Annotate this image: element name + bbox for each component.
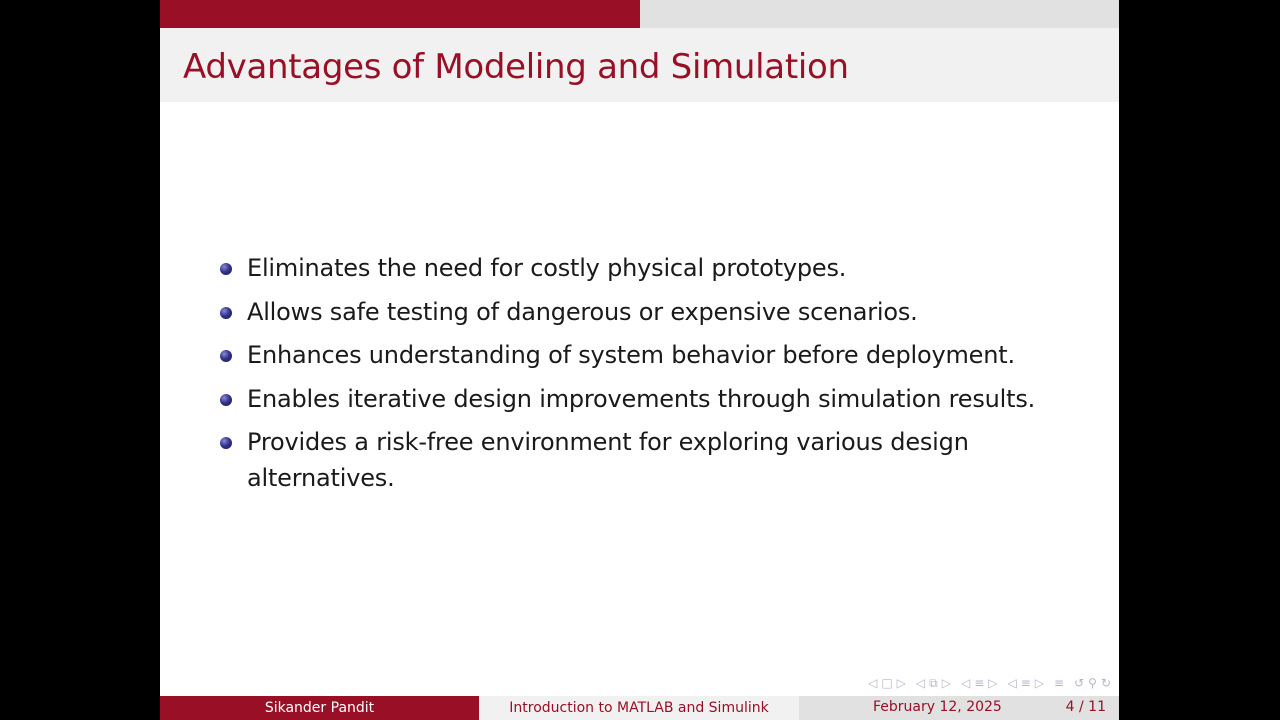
frame-nav-icon[interactable]: □: [881, 676, 893, 690]
bullet-list: [220, 250, 1080, 504]
frame-title: Advantages of Modeling and Simulation: [183, 47, 849, 87]
bullet-text: Enables iterative design improvements through simulation results.: [247, 384, 1036, 413]
document-next-icon[interactable]: ▷: [1034, 676, 1045, 690]
subsection-prev-icon[interactable]: ◁: [915, 676, 926, 690]
subsection-nav-icon[interactable]: ⧉: [929, 675, 938, 690]
bullet-item: [220, 381, 1080, 417]
bullet-icon: [220, 307, 232, 319]
frame-next-icon[interactable]: ▷: [896, 676, 906, 690]
navigation-symbols: [864, 674, 1111, 692]
bullet-text: Enhances understanding of system behavior before deployment.: [247, 341, 1015, 370]
bullet-icon: [220, 437, 232, 449]
frame-prev-icon[interactable]: ◁: [868, 676, 878, 690]
bullet-item: [220, 424, 1080, 496]
footer: [160, 696, 1119, 720]
appendix-icon[interactable]: ≡: [1054, 676, 1065, 690]
footer-date-band: [799, 696, 1119, 720]
bullet-text: Provides a risk-free environment for exploring various design alternatives.: [247, 428, 969, 493]
bullet-icon: [220, 263, 232, 275]
bullet-item: [220, 337, 1080, 373]
bullet-item: [220, 250, 1080, 286]
frame-title-band: [160, 28, 1119, 102]
slide: [160, 0, 1119, 720]
document-prev-icon[interactable]: ◁: [1007, 676, 1017, 690]
progress-bar-fill: [160, 0, 640, 28]
footer-author: Sikander Pandit: [160, 696, 479, 720]
footer-date: February 12, 2025: [873, 699, 1002, 715]
footer-page-number: 4 / 11: [1065, 699, 1106, 715]
document-nav-icon[interactable]: ≡: [1020, 676, 1031, 690]
section-nav-icon[interactable]: ≡: [974, 676, 985, 690]
bullet-text: Allows safe testing of dangerous or expensive scenarios.: [247, 297, 918, 326]
progress-bar: [160, 0, 1119, 28]
bullet-text: Eliminates the need for costly physical prototypes.: [247, 254, 847, 282]
search-icon[interactable]: ⚲: [1088, 676, 1097, 690]
forward-icon[interactable]: ↻: [1100, 676, 1111, 690]
bullet-item: [220, 294, 1080, 330]
bullet-icon: [220, 394, 232, 406]
back-icon[interactable]: ↺: [1074, 676, 1085, 690]
footer-title: Introduction to MATLAB and Simulink: [479, 696, 799, 720]
subsection-next-icon[interactable]: ▷: [941, 676, 951, 690]
section-next-icon[interactable]: ▷: [988, 676, 998, 690]
bullet-icon: [220, 350, 232, 362]
section-prev-icon[interactable]: ◁: [960, 676, 971, 690]
